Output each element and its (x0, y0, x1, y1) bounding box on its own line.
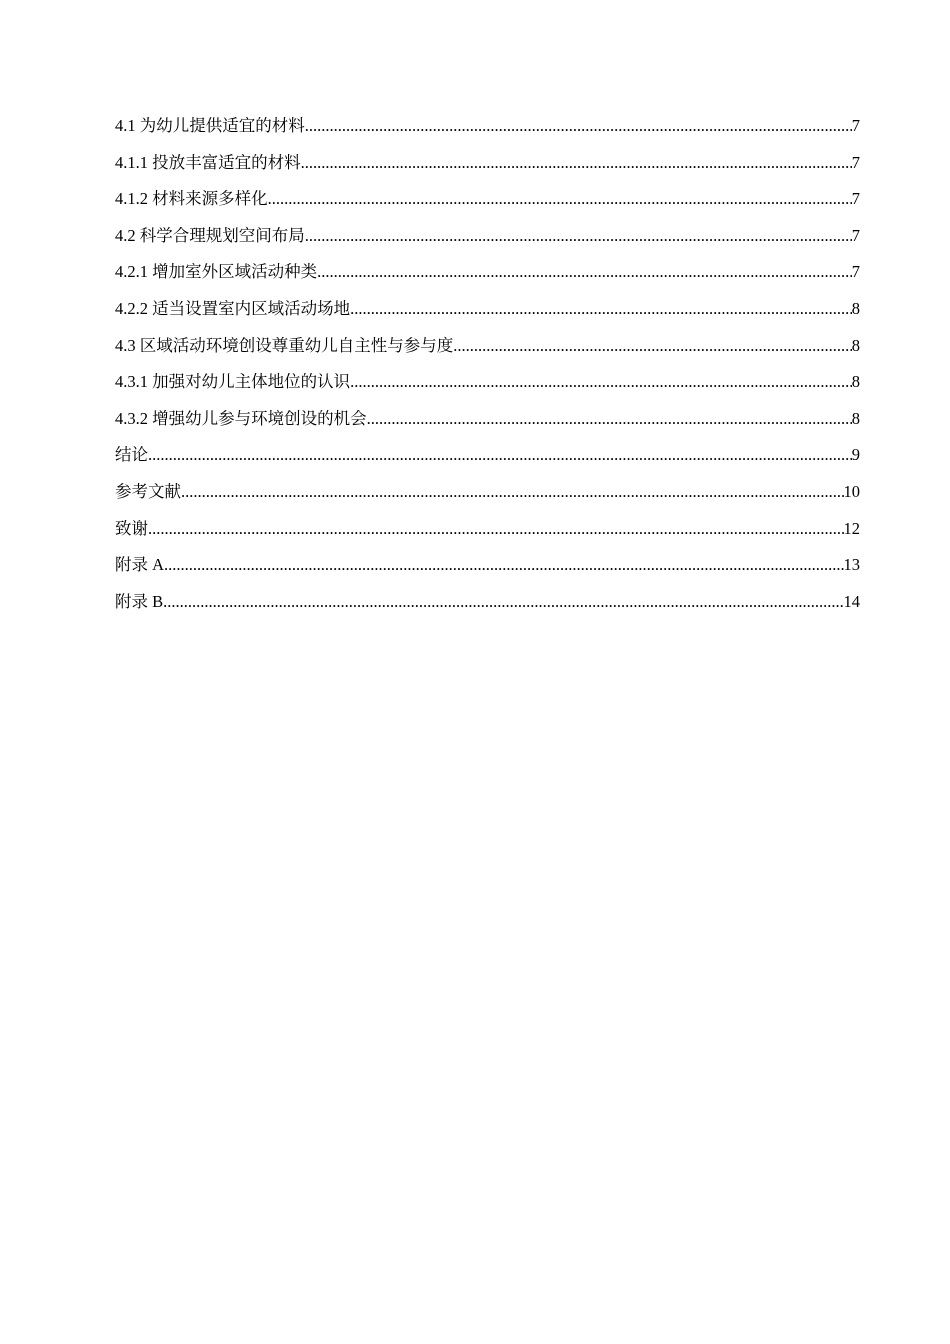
toc-entry[interactable] (115, 150, 860, 187)
toc-leader-dots (453, 333, 852, 359)
toc-entry-label: 4.1.2 材料来源多样化 (115, 189, 268, 209)
toc-entry-label: 4.2 科学合理规划空间布局 (115, 225, 305, 245)
toc-entry-page: 7 (851, 225, 860, 245)
toc-entry-page: 13 (843, 555, 860, 575)
toc-entry-page: 7 (851, 262, 860, 282)
toc-entry-label: 4.1 为幼儿提供适宜的材料 (115, 116, 305, 135)
toc-entry[interactable] (115, 589, 860, 626)
toc-entry-label: 4.1.1 投放丰富适宜的材料 (115, 152, 301, 172)
toc-leader-dots (181, 479, 844, 505)
table-of-contents (115, 113, 860, 625)
toc-leader-dots (163, 589, 843, 615)
toc-entry[interactable] (115, 479, 860, 516)
toc-entry[interactable] (115, 223, 860, 260)
toc-leader-dots (317, 259, 852, 285)
toc-leader-dots (305, 113, 852, 139)
toc-leader-dots (305, 223, 852, 249)
toc-entry-page: 7 (851, 152, 860, 172)
toc-leader-dots (268, 186, 852, 212)
toc-entry-label: 参考文献 (115, 481, 181, 501)
toc-entry-label: 4.3.2 增强幼儿参与环境创设的机会 (115, 408, 367, 428)
toc-entry[interactable] (115, 516, 860, 553)
toc-entry[interactable] (115, 259, 860, 296)
toc-entry[interactable] (115, 333, 860, 370)
toc-entry-label: 4.2.2 适当设置室内区域活动场地 (115, 298, 351, 318)
toc-entry-label: 4.3.1 加强对幼儿主体地位的认识 (115, 372, 351, 392)
toc-entry[interactable] (115, 369, 860, 406)
toc-leader-dots (301, 150, 852, 176)
toc-entry-page: 14 (843, 591, 860, 611)
toc-leader-dots (148, 516, 844, 542)
toc-leader-dots (367, 406, 852, 432)
toc-entry-label: 附录 B (115, 591, 164, 611)
toc-entry[interactable] (115, 406, 860, 443)
toc-entry[interactable] (115, 186, 860, 223)
toc-entry-label: 附录 A (115, 555, 165, 575)
toc-leader-dots (148, 442, 852, 468)
toc-leader-dots (350, 369, 852, 395)
toc-entry-label: 4.2.1 增加室外区域活动种类 (115, 262, 318, 282)
toc-entry-label: 4.3 区域活动环境创设尊重幼儿自主性与参与度 (115, 335, 454, 355)
toc-entry[interactable] (115, 296, 860, 333)
toc-entry-page: 8 (851, 372, 860, 392)
toc-entry-label: 结论 (115, 445, 148, 465)
toc-entry-page: 9 (851, 445, 860, 465)
toc-entry[interactable] (115, 552, 860, 589)
toc-entry[interactable] (115, 113, 860, 150)
toc-leader-dots (350, 296, 852, 322)
toc-entry-page: 10 (843, 481, 860, 501)
toc-entry-page: 12 (843, 518, 860, 538)
toc-entry-page: 8 (851, 408, 860, 428)
toc-entry-page: 7 (851, 116, 860, 135)
toc-entry-page: 8 (851, 335, 860, 355)
toc-entry-label: 致谢 (115, 518, 148, 538)
toc-leader-dots (164, 552, 843, 578)
toc-entry-page: 7 (851, 189, 860, 209)
toc-entry-page: 8 (851, 298, 860, 318)
toc-entry[interactable] (115, 442, 860, 479)
